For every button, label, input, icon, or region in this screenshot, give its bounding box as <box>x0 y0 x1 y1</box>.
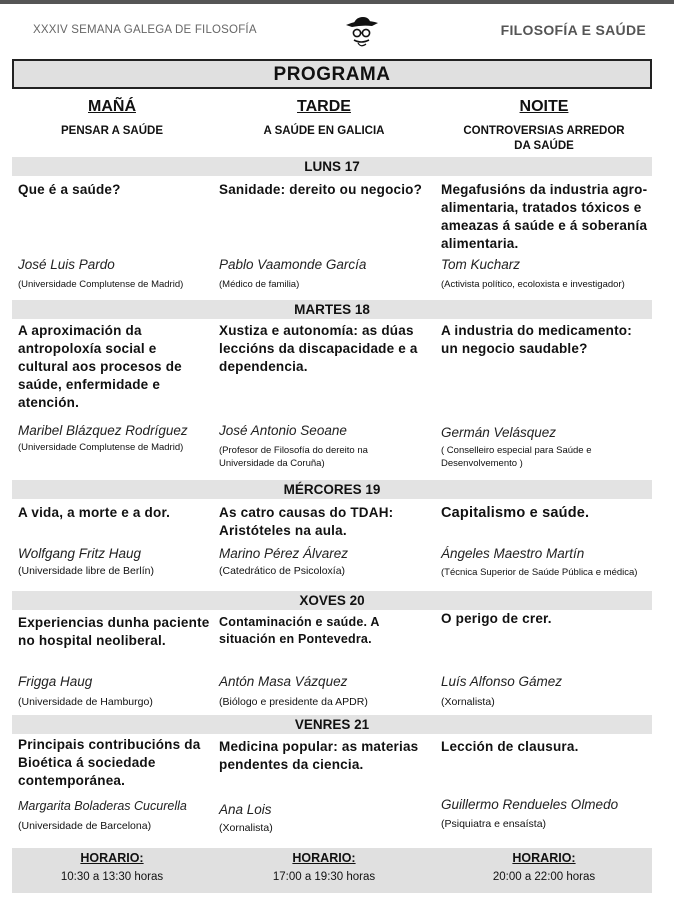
event-name: XXXIV SEMANA GALEGA DE FILOSOFÍA <box>33 24 257 36</box>
speaker-affiliation: (Catedrático de Psicoloxía) <box>219 565 346 577</box>
session-title: Sanidade: dereito ou negocio? <box>219 182 423 197</box>
schedule-footer <box>12 848 652 893</box>
speaker-name: Margarita Boladeras Cucurella <box>18 799 187 813</box>
schedule-label: HORARIO: <box>80 851 144 865</box>
session-title: Capitalismo e saúde. <box>441 505 590 521</box>
speaker-name: Pablo Vaamonde García <box>219 257 367 272</box>
day-header-xoves: XOVES 20 <box>12 591 652 610</box>
speaker-name: Wolfgang Fritz Haug <box>18 546 142 561</box>
session-title: Principais contribucións da Bioética á sociedade contemporánea. <box>18 737 201 788</box>
schedule-time: 17:00 a 19:30 horas <box>272 871 376 883</box>
session-title: Medicina popular: as materias pendentes da ciencia. <box>219 739 419 772</box>
page-header <box>0 4 674 58</box>
day-header-luns: LUNS 17 <box>12 157 652 176</box>
speaker-name: Antón Masa Vázquez <box>219 674 348 689</box>
theme-name: FILOSOFÍA E SAÚDE <box>500 22 646 38</box>
session-title: O perigo de crer. <box>441 611 552 626</box>
speaker-name: José Antonio Seoane <box>219 423 347 438</box>
speaker-name: Maribel Blázquez Rodríguez <box>18 423 188 438</box>
speaker-name: José Luis Pardo <box>18 257 115 272</box>
column-subtitle-afternoon: A SAÚDE EN GALICIA <box>263 125 385 137</box>
schedule-time: 20:00 a 22:00 horas <box>492 871 596 883</box>
speaker-affiliation: (Biólogo e presidente da APDR) <box>219 696 368 708</box>
schedule-morning <box>12 848 212 883</box>
session-title: Experiencias dunha paciente no hospital neoliberal. <box>18 615 210 648</box>
speaker-name: Ana Lois <box>219 802 272 817</box>
session-title: A aproximación da antropoloxía social e cultural aos procesos de saúde, enfermidade e atención. <box>18 323 182 410</box>
session-title: Lección de clausura. <box>441 739 579 754</box>
speaker-name: Frigga Haug <box>18 674 93 689</box>
session-title: Contaminación e saúde. A situación en Pontevedra. <box>219 615 380 646</box>
speaker-affiliation: (Médico de familia) <box>219 279 300 290</box>
speaker-affiliation: (Universidade libre de Berlín) <box>18 565 154 577</box>
column-subtitle-morning: PENSAR A SAÚDE <box>60 125 164 137</box>
schedule-time: 10:30 a 13:30 horas <box>60 871 164 883</box>
speaker-affiliation: (Técnica Superior de Saúde Pública e médica) <box>441 567 638 578</box>
schedule-label: HORARIO: <box>292 851 356 865</box>
speaker-name: Germán Velásquez <box>441 425 557 440</box>
speaker-affiliation: (Universidade Complutense de Madrid) <box>18 442 184 453</box>
day-header-venres: VENRES 21 <box>12 715 652 734</box>
speaker-affiliation: (Universidade Complutense de Madrid) <box>18 279 184 290</box>
session-title: Megafusións da industria agro-alimentaria, tratados tóxicos e ameazas á saúde e á soberanía alimentaria. <box>441 182 648 251</box>
speaker-affiliation: (Xornalista) <box>219 822 273 834</box>
speaker-affiliation: ( Conselleiro especial para Saúde e Desenvolvemento ) <box>441 445 592 469</box>
speaker-affiliation: (Universidade de Barcelona) <box>18 820 152 832</box>
speaker-affiliation: (Psiquiatra e ensaísta) <box>441 818 547 830</box>
column-heading-afternoon: TARDE <box>297 98 351 115</box>
speaker-name: Guillermo Rendueles Olmedo <box>441 797 619 812</box>
session-title: A vida, a morte e a dor. <box>18 505 171 520</box>
programme-title: PROGRAMA <box>12 59 652 89</box>
schedule-label: HORARIO: <box>512 851 576 865</box>
day-header-martes: MARTES 18 <box>12 300 652 319</box>
schedule-night <box>436 848 652 883</box>
speaker-name: Luís Alfonso Gámez <box>441 674 563 689</box>
column-heading-night: NOITE <box>519 98 569 115</box>
session-title: A industria do medicamento: un negocio saudable? <box>441 323 632 356</box>
column-subtitle-night: CONTROVERSIAS ARREDOR DA SAÚDE <box>463 125 625 152</box>
day-header-mercores: MÉRCORES 19 <box>12 480 652 499</box>
speaker-affiliation: (Profesor de Filosofía do dereito na Universidade da Coruña) <box>219 445 368 469</box>
philosopher-face-icon <box>342 14 382 50</box>
session-title: Que é a saúde? <box>18 182 121 197</box>
speaker-affiliation: (Universidade de Hamburgo) <box>18 696 153 708</box>
schedule-afternoon <box>214 848 434 883</box>
speaker-name: Tom Kucharz <box>441 257 521 272</box>
speaker-name: Ángeles Maestro Martín <box>441 546 585 561</box>
speaker-name: Marino Pérez Álvarez <box>219 546 349 561</box>
speaker-affiliation: (Activista político, ecoloxista e investigador) <box>441 279 625 290</box>
column-heading-morning: MAÑÁ <box>88 98 136 115</box>
session-title: As catro causas do TDAH: Aristóteles na aula. <box>219 505 394 538</box>
session-title: Xustiza e autonomía: as dúas leccións da discapacidade e a dependencia. <box>219 323 418 374</box>
speaker-affiliation: (Xornalista) <box>441 696 495 708</box>
